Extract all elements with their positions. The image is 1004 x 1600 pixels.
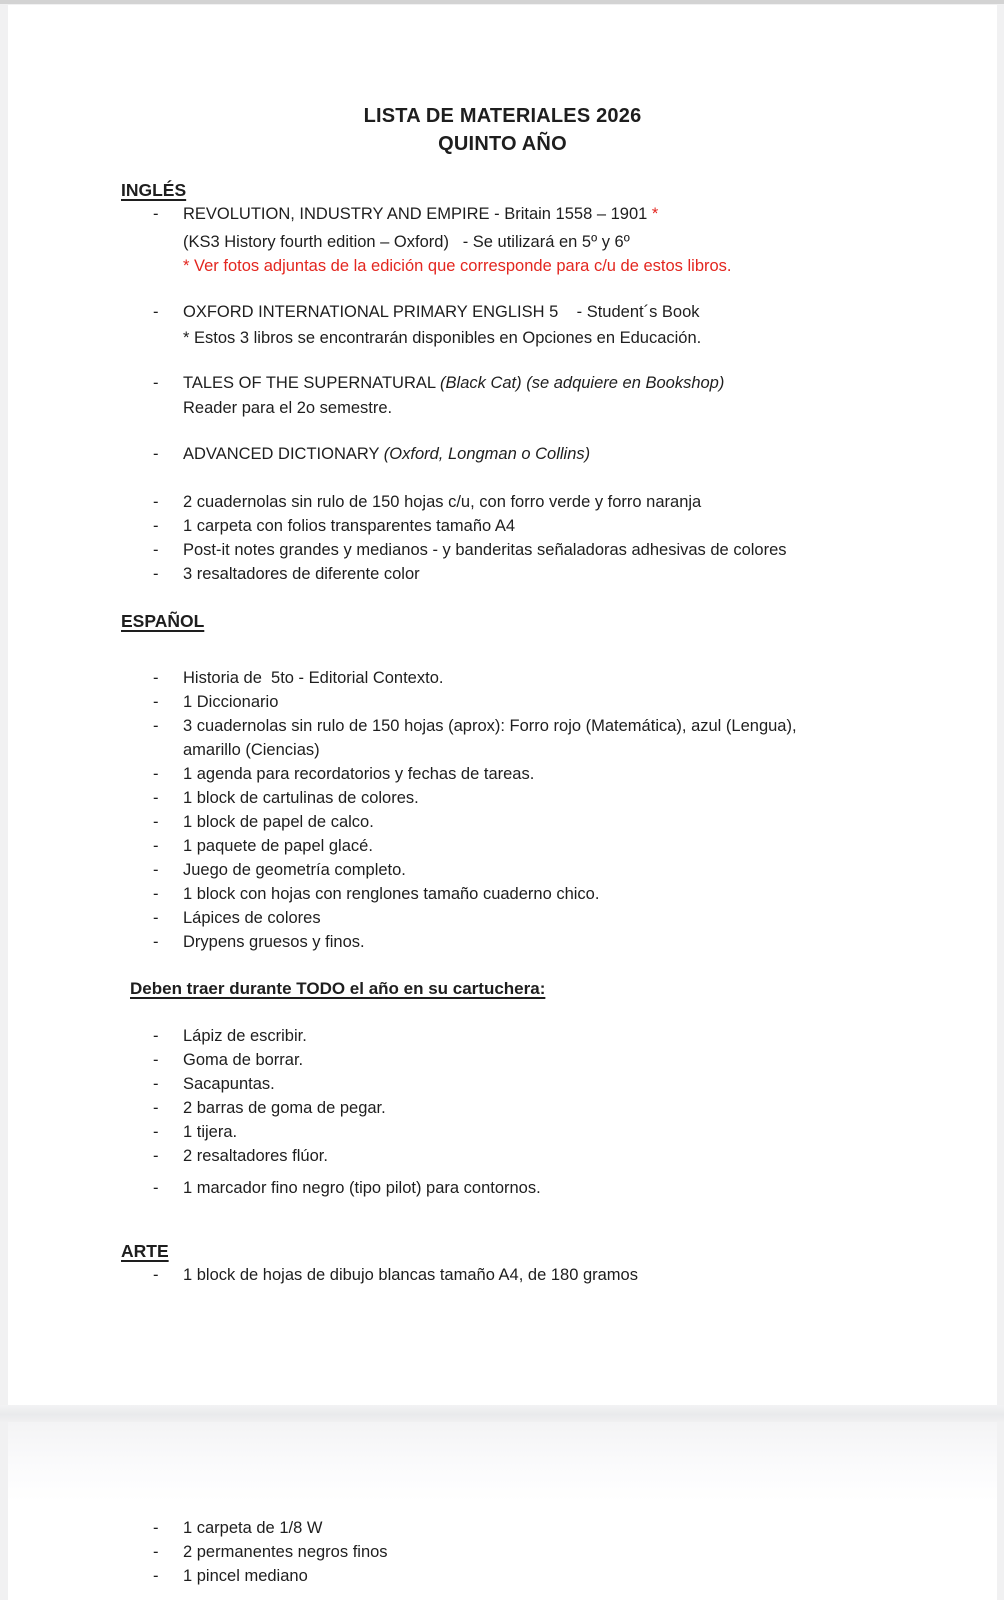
text-segment: 1 tijera. [183,1123,238,1141]
list-item [8,1176,997,1200]
list-item [8,1540,997,1564]
text-segment: 1 paquete de papel glacé. [183,837,373,855]
text-segment: 1 carpeta con folios transparentes tamaño A4 [183,517,516,535]
list-item-text [183,1266,638,1284]
bullet-dash: - [153,1123,159,1141]
list-item-continuation [8,738,997,762]
section-heading: Deben traer durante TODO el año en su cartuchera: [130,979,546,998]
text-segment: (KS3 History fourth edition – Oxford) - Se utilizará en 5º y 6º [183,233,630,251]
list-item-text [183,885,599,903]
list-item [8,1048,997,1072]
text-segment: 1 agenda para recordatorios y fechas de tareas. [183,765,535,783]
list-item-continuation [8,254,997,278]
top-edge-strip [0,0,1004,4]
text-segment: 2 cuadernolas sin rulo de 150 hojas c/u, con forro verde y forro naranja [183,493,702,511]
list-item-text [183,399,392,417]
bullet-dash: - [153,541,159,559]
list-item [8,786,997,810]
bullet-dash: - [153,669,159,687]
text-segment: 3 cuadernolas sin rulo de 150 hojas (aprox): Forro rojo (Matemática), azul (Lengua), [183,717,797,735]
list-item [8,371,997,395]
bullet-dash: - [153,517,159,535]
text-segment: Lápices de colores [183,909,321,927]
list-item [8,1120,997,1144]
bullet-dash: - [153,445,159,463]
list-item [8,300,997,324]
list-item-text [183,1051,303,1069]
list-item-text [183,1519,322,1537]
text-segment: 1 block de cartulinas de colores. [183,789,419,807]
list-item [8,1096,997,1120]
bullet-dash: - [153,1543,159,1561]
text-segment: 1 marcador fino negro (tipo pilot) para contornos. [183,1179,541,1197]
list-item-text [183,205,658,223]
italic-text: (Black Cat) (se adquiere en Bookshop) [440,374,725,392]
document-page-2 [8,1422,997,1600]
section-heading: INGLÉS [121,180,187,200]
page-gap-shadow [0,1405,1004,1422]
text-segment: 1 block de papel de calco. [183,813,374,831]
text-segment: 2 permanentes negros finos [183,1543,388,1561]
list-item-text [183,837,373,855]
list-item-text [183,693,278,711]
list-item-continuation [8,396,997,420]
list-item-text [183,541,787,559]
text-segment: Post-it notes grandes y medianos - y banderitas señaladoras adhesivas de colores [183,541,787,559]
list-item [8,882,997,906]
text-segment: 1 carpeta de 1/8 W [183,1519,323,1537]
list-item-text [183,1179,541,1197]
list-item-text [183,565,420,583]
list-item [8,714,997,738]
bullet-dash: - [153,1519,159,1537]
text-segment: amarillo (Ciencias) [183,741,320,759]
list-item [8,690,997,714]
list-item-text [183,909,321,927]
list-item-text [183,257,732,275]
list-item-text [183,1027,307,1045]
list-item [8,1516,997,1540]
bullet-dash: - [153,565,159,583]
text-segment: Goma de borrar. [183,1051,304,1069]
text-segment: 2 barras de goma de pegar. [183,1099,386,1117]
list-item-text [183,1567,308,1585]
document-title [8,5,997,158]
list-item [8,762,997,786]
text-segment: 1 pincel mediano [183,1567,308,1585]
bullet-dash: - [153,933,159,951]
bullet-dash: - [153,303,159,321]
bullet-dash: - [153,717,159,735]
list-item [8,202,997,226]
list-item [8,1072,997,1096]
list-item [8,906,997,930]
text-segment: OXFORD INTERNATIONAL PRIMARY ENGLISH 5 - Student´s Book [183,303,700,321]
bullet-dash: - [153,1179,159,1197]
bullet-dash: - [153,837,159,855]
list-item [8,666,997,690]
list-item-continuation [8,326,997,350]
list-item-text [183,1543,388,1561]
list-item-text [183,741,320,759]
list-item [8,858,997,882]
list-item [8,1144,997,1168]
italic-text: (Oxford, Longman o Collins) [383,445,591,463]
section-heading: ESPAÑOL [121,611,205,631]
list-item-text [183,517,515,535]
page-1-content [8,178,997,1287]
list-item-text [183,717,797,735]
list-item-text [183,861,406,879]
list-item-text [183,1147,328,1165]
document-page-1 [8,5,997,1405]
bullet-dash: - [153,1567,159,1585]
list-item-text [183,329,701,347]
text-segment: 1 Diccionario [183,693,279,711]
bullet-dash: - [153,789,159,807]
list-item-text [183,303,700,321]
title-line-2: QUINTO AÑO [438,133,567,155]
bullet-dash: - [153,693,159,711]
list-item-text [183,493,701,511]
list-item-text [183,1075,275,1093]
bullet-dash: - [153,861,159,879]
list-item [8,490,997,514]
list-item [8,442,997,466]
list-item-text [183,813,374,831]
text-segment: Juego de geometría completo. [183,861,406,879]
page-2-content [8,1516,997,1588]
list-item [8,930,997,954]
text-segment: Drypens gruesos y finos. [183,933,365,951]
list-item [8,562,997,586]
list-item [8,810,997,834]
text-segment: REVOLUTION, INDUSTRY AND EMPIRE - Britain 1558 – 1901 [183,205,652,223]
bullet-dash: - [153,765,159,783]
bullet-dash: - [153,909,159,927]
list-item-text [183,789,419,807]
text-segment: * Estos 3 libros se encontrarán disponibles en Opciones en Educación. [183,329,702,347]
text-segment: 1 block con hojas con renglones tamaño cuaderno chico. [183,885,600,903]
list-item-text [183,1123,237,1141]
title-line-1: LISTA DE MATERIALES 2026 [363,105,642,127]
list-item [8,1024,997,1048]
text-segment: 1 block de hojas de dibujo blancas tamaño A4, de 180 gramos [183,1266,638,1284]
red-note-text: * Ver fotos adjuntas de la edición que corresponde para c/u de estos libros. [183,257,732,275]
list-item-text [183,765,534,783]
text-segment: ADVANCED DICTIONARY [183,445,384,463]
bullet-dash: - [153,1027,159,1045]
bullet-dash: - [153,1051,159,1069]
list-item [8,834,997,858]
text-segment: 3 resaltadores de diferente color [183,565,420,583]
bullet-dash: - [153,205,159,223]
list-item [8,538,997,562]
bullet-dash: - [153,1266,159,1284]
list-item-text [183,374,724,392]
text-segment: Reader para el 2o semestre. [183,399,393,417]
text-segment: TALES OF THE SUPERNATURAL [183,374,441,392]
list-item-text [183,669,443,687]
section-heading: ARTE [121,1241,169,1261]
list-item-continuation [8,230,997,254]
text-segment: Sacapuntas. [183,1075,275,1093]
red-note-text: * [651,205,659,223]
list-item [8,1564,997,1588]
bullet-dash: - [153,1075,159,1093]
text-segment: Historia de 5to - Editorial Contexto. [183,669,444,687]
list-item [8,1263,997,1287]
bullet-dash: - [153,1099,159,1117]
list-item-text [183,233,630,251]
bullet-dash: - [153,374,159,392]
list-item [8,514,997,538]
bullet-dash: - [153,813,159,831]
list-item-text [183,445,590,463]
list-item-text [183,1099,386,1117]
bullet-dash: - [153,493,159,511]
text-segment: 2 resaltadores flúor. [183,1147,328,1165]
list-item-text [183,933,365,951]
text-segment: Lápiz de escribir. [183,1027,307,1045]
bullet-dash: - [153,885,159,903]
bullet-dash: - [153,1147,159,1165]
